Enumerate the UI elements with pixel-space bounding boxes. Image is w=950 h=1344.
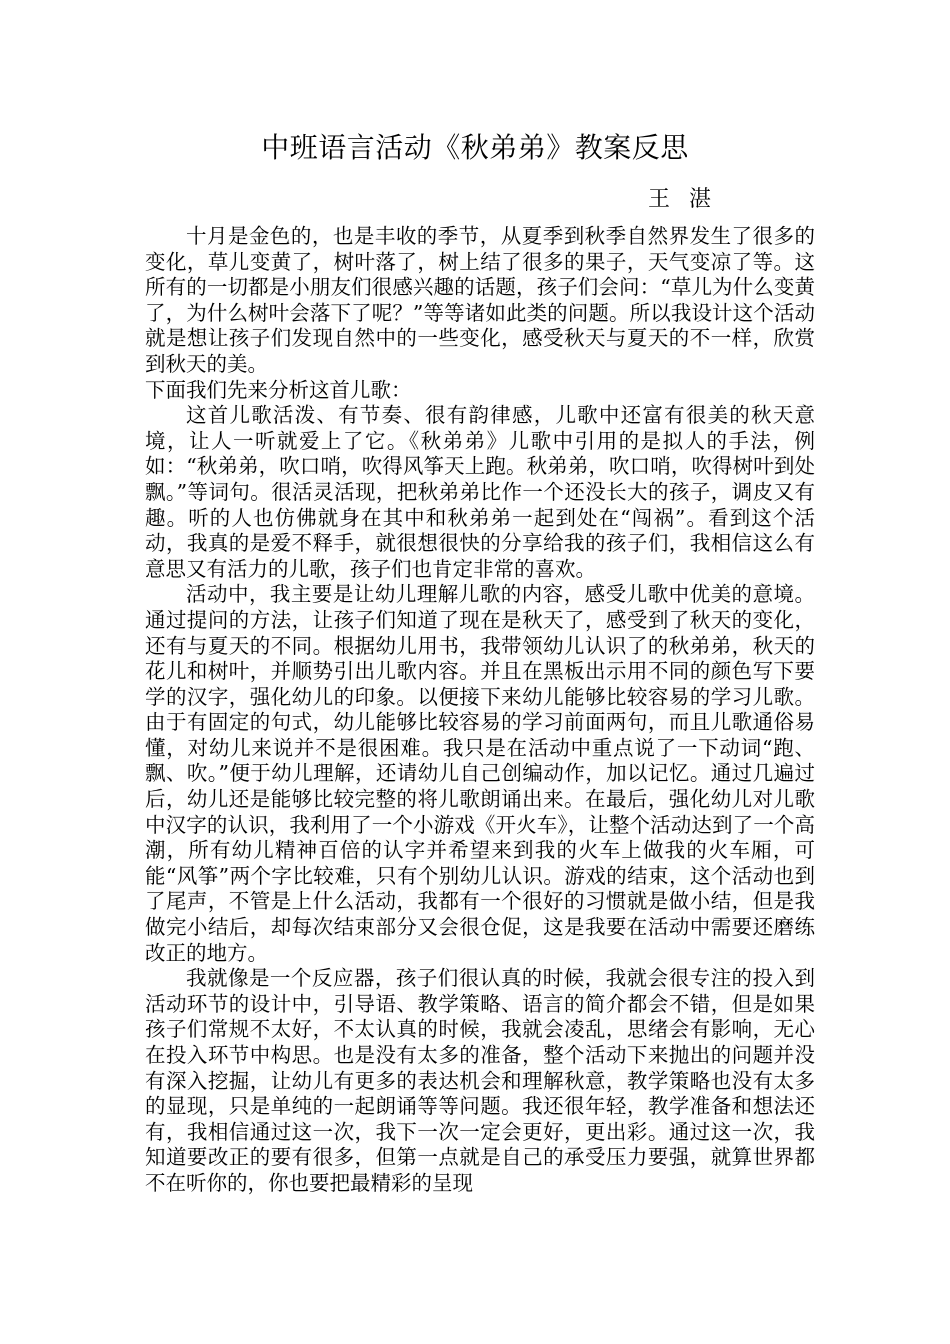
paragraph-self-reflection: 我就像是一个反应器，孩子们很认真的时候，我就会很专注的投入到活动环节的设计中，引导语、教学策略、语言的简介都会不错，但是如果孩子们常规不太好，不太认真的时候，我就会凌乱，思绪会有影响，无心在投入环节中构思。也是没有太多的准备，整个活动下来抛出的问题并没有深入挖掘，让幼儿有更多的表达机会和理解秋意，教学策略也没有太多的显现，只是单纯的一起朗诵等等问题。我还很年轻，教学准备和想法还有，我相信通过这一次，我下一次一定会更好，更出彩。通过这一次，我知道要改正的要有很多，但第一点就是自己的承受压力要强，就算世界都不在听你的，你也要把最精彩的呈现 [145,966,815,1195]
author-name: 王 湛 [648,187,717,212]
paragraph-analysis-heading: 下面我们先来分析这首儿歌： [145,377,412,402]
paragraph-activity-process: 活动中，我主要是让幼儿理解儿歌的内容，感受儿歌中优美的意境。通过提问的方法，让孩子们知道了现在是秋天了，感受到了秋天的变化，还有与夏天的不同。根据幼儿用书，我带领幼儿认识了的秋弟弟，秋天的花儿和树叶，并顺势引出儿歌内容。并且在黑板出示用不同的颜色写下要学的汉字，强化幼儿的印象。以便接下来幼儿能够比较容易的学习儿歌。由于有固定的句式，幼儿能够比较容易的学习前面两句，而且儿歌通俗易懂，对幼儿来说并不是很困难。我只是在活动中重点说了一下动词“跑、飘、吹。”便于幼儿理解，还请幼儿自己创编动作，加以记忆。通过几遍过后，幼儿还是能够比较完整的将儿歌朗诵出来。在最后，强化幼儿对儿歌中汉字的认识，我利用了一个小游戏《开火车》，让整个活动达到了一个高潮，所有幼儿精神百倍的认字并希望来到我的火车上做我的火车厢，可能“风筝”两个字比较难，只有个别幼儿认识。游戏的结束，这个活动也到了尾声，不管是上什么活动，我都有一个很好的习惯就是做小结，但是我做完小结后，却每次结束部分又会很仓促，这是我要在活动中需要还磨练改正的地方。 [145,582,815,965]
paragraph-song-analysis: 这首儿歌活泼、有节奏、很有韵律感，儿歌中还富有很美的秋天意境，让人一听就爱上了它。《秋弟弟》儿歌中引用的是拟人的手法，例如：“秋弟弟，吹口哨，吹得风筝天上跑。秋弟弟，吹口哨，吹得树叶到处飘。”等词句。很活灵活现，把秋弟弟比作一个还没长大的孩子，调皮又有趣。听的人也仿佛就身在其中和秋弟弟一起到处在“闯祸”。看到这个活动，我真的是爱不释手，就很想很快的分享给我的孩子们，我相信这么有意思又有活力的儿歌，孩子们也肯定非常的喜欢。 [145,403,815,581]
document-body [145,224,815,1197]
document-title: 中班语言活动《秋弟弟》教案反思 [261,131,689,164]
paragraph-intro: 十月是金色的，也是丰收的季节，从夏季到秋季自然界发生了很多的变化，草儿变黄了，树叶落了，树上结了很多的果子，天气变凉了等。这所有的一切都是小朋友们很感兴趣的话题，孩子们会问：“草儿为什么变黄了，为什么树叶会落下了呢？”等等诸如此类的问题。所以我设计这个活动就是想让孩子们发现自然中的一些变化，感受秋天与夏天的不一样，欣赏到秋天的美。 [145,224,815,376]
